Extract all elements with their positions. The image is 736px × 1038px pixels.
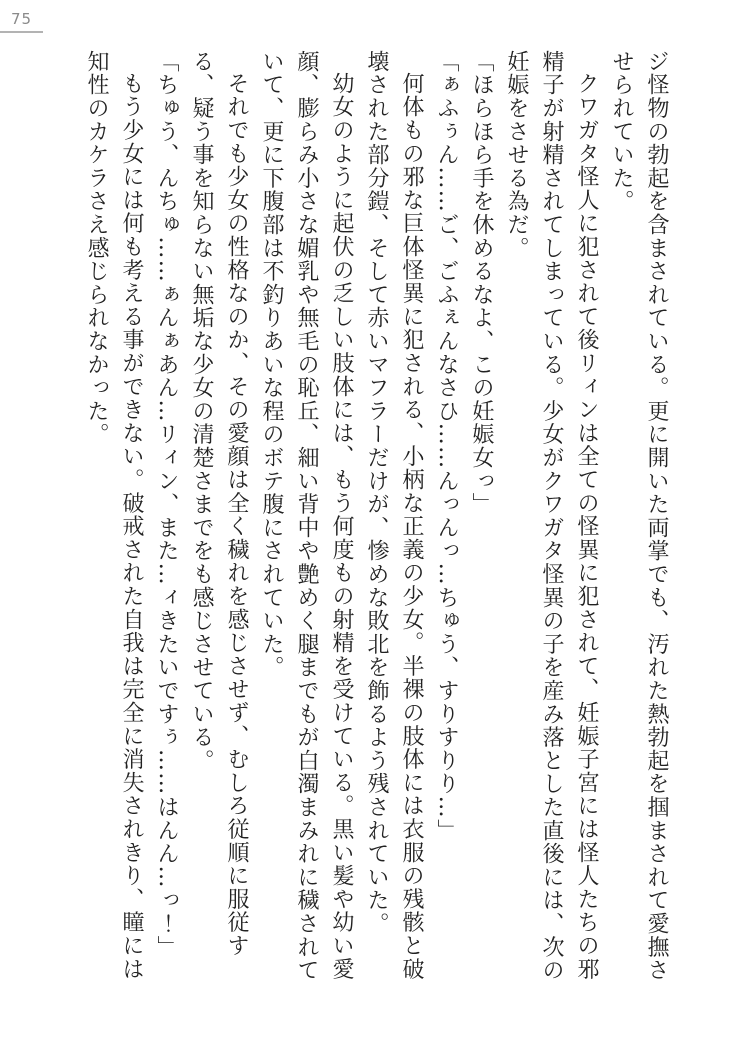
- paragraph-dialogue: 「ほらほら手を休めるなよ、この妊娠女っ」: [469, 50, 494, 516]
- paragraph-dialogue: 「ちゅう、んちゅ……ぁんぁあん…リィン、また…ィきたいですぅ……はんん…っ！」: [154, 50, 179, 959]
- paragraph-narrative: 何体もの邪な巨体怪異に犯される、小柄な正義の少女。半裸の肢体には衣服の残骸と破壊された部分鎧、そして赤いマフラーだけが、惨めな敗北を飾るよう残されていた。: [364, 50, 424, 981]
- paragraph-narrative: 幼女のように起伏の乏しい肢体には、もう何度もの射精を受けている。黒い髪や幼い愛顔、膨らみ小さな媚乳や無毛の恥丘、細い背中や艶めく腿までもが白濁まみれに穢されていて、更に下腹部は不釣りあいな程のボテ腹にされていた。: [259, 50, 354, 982]
- paragraph-narrative: もう少女には何も考える事ができない。破戒された自我は完全に消失されきり、瞳には知性のカケラさえ感じられなかった。: [84, 50, 144, 981]
- page-number: 75: [0, 10, 43, 33]
- paragraph-narrative: それでも少女の性格なのか、その愛顔は全く穢れを感じさせず、むしろ従順に服従する、疑う事を知らない無垢な少女の清楚さまでをも感じさせている。: [189, 50, 249, 958]
- novel-page-text: [74, 50, 674, 986]
- paragraph-continuation: ジ怪物の勃起を含まされている。更に開いた両掌でも、汚れた熱勃起を掴まされて愛撫させられていた。: [609, 50, 669, 982]
- paragraph-dialogue: 「ぁふぅん……ご、ごふぇんなさひ……んっんっ…ちゅう、すりすりり…」: [434, 50, 459, 843]
- paragraph-narrative: クワガタ怪人に犯されて後リィンは全ての怪異に犯されて、妊娠子宮には怪人たちの邪精子が射精されてしまっている。少女がクワガタ怪異の子を産み落とした直後には、次の妊娠をさせる為だ。: [504, 50, 599, 982]
